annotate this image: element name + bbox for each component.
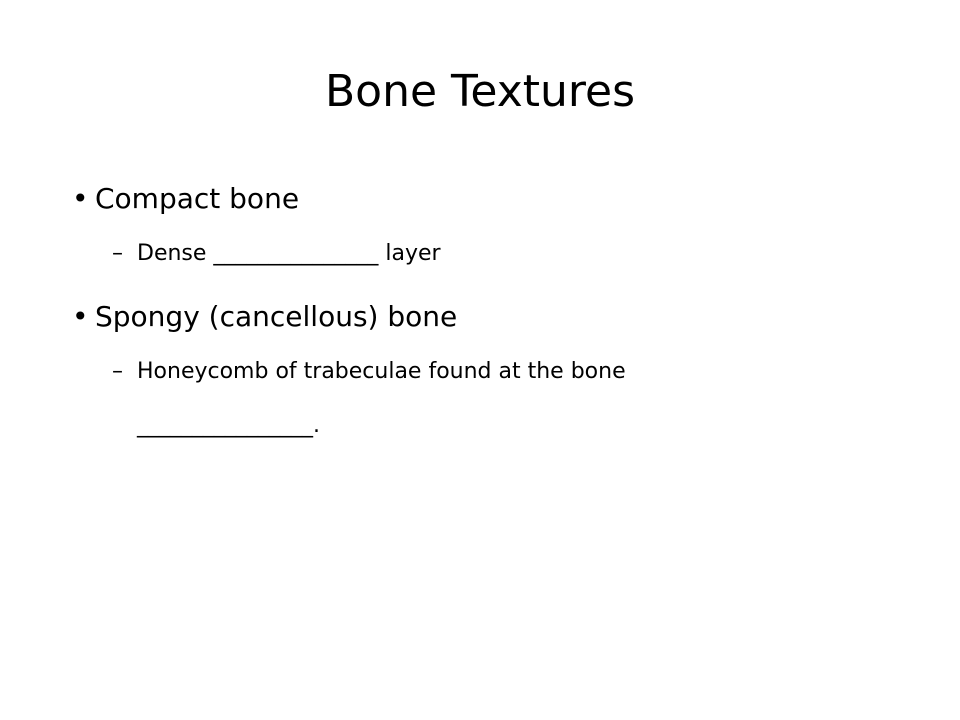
bullet-item-compact-bone bbox=[72, 176, 912, 222]
slide-title: Bone Textures bbox=[324, 66, 636, 117]
dash-icon: – bbox=[112, 359, 123, 384]
bullet-item-spongy-bone bbox=[72, 294, 912, 340]
bullet-text: Spongy (cancellous) bone bbox=[95, 300, 458, 333]
subbullet-item-honeycomb bbox=[72, 354, 912, 390]
subbullet-item-dense-layer bbox=[72, 236, 912, 272]
slide-body bbox=[72, 176, 912, 444]
subbullet-item-honeycomb-continuation bbox=[72, 408, 912, 444]
dash-icon: – bbox=[112, 241, 123, 266]
subbullet-text-continuation: ________________. bbox=[137, 413, 320, 438]
subbullet-text: Dense _______________ layer bbox=[137, 241, 441, 266]
bullet-icon: • bbox=[72, 300, 89, 333]
bullet-icon: • bbox=[72, 182, 89, 215]
bullet-text: Compact bone bbox=[95, 182, 300, 215]
subbullet-text: Honeycomb of trabeculae found at the bone bbox=[137, 359, 626, 384]
